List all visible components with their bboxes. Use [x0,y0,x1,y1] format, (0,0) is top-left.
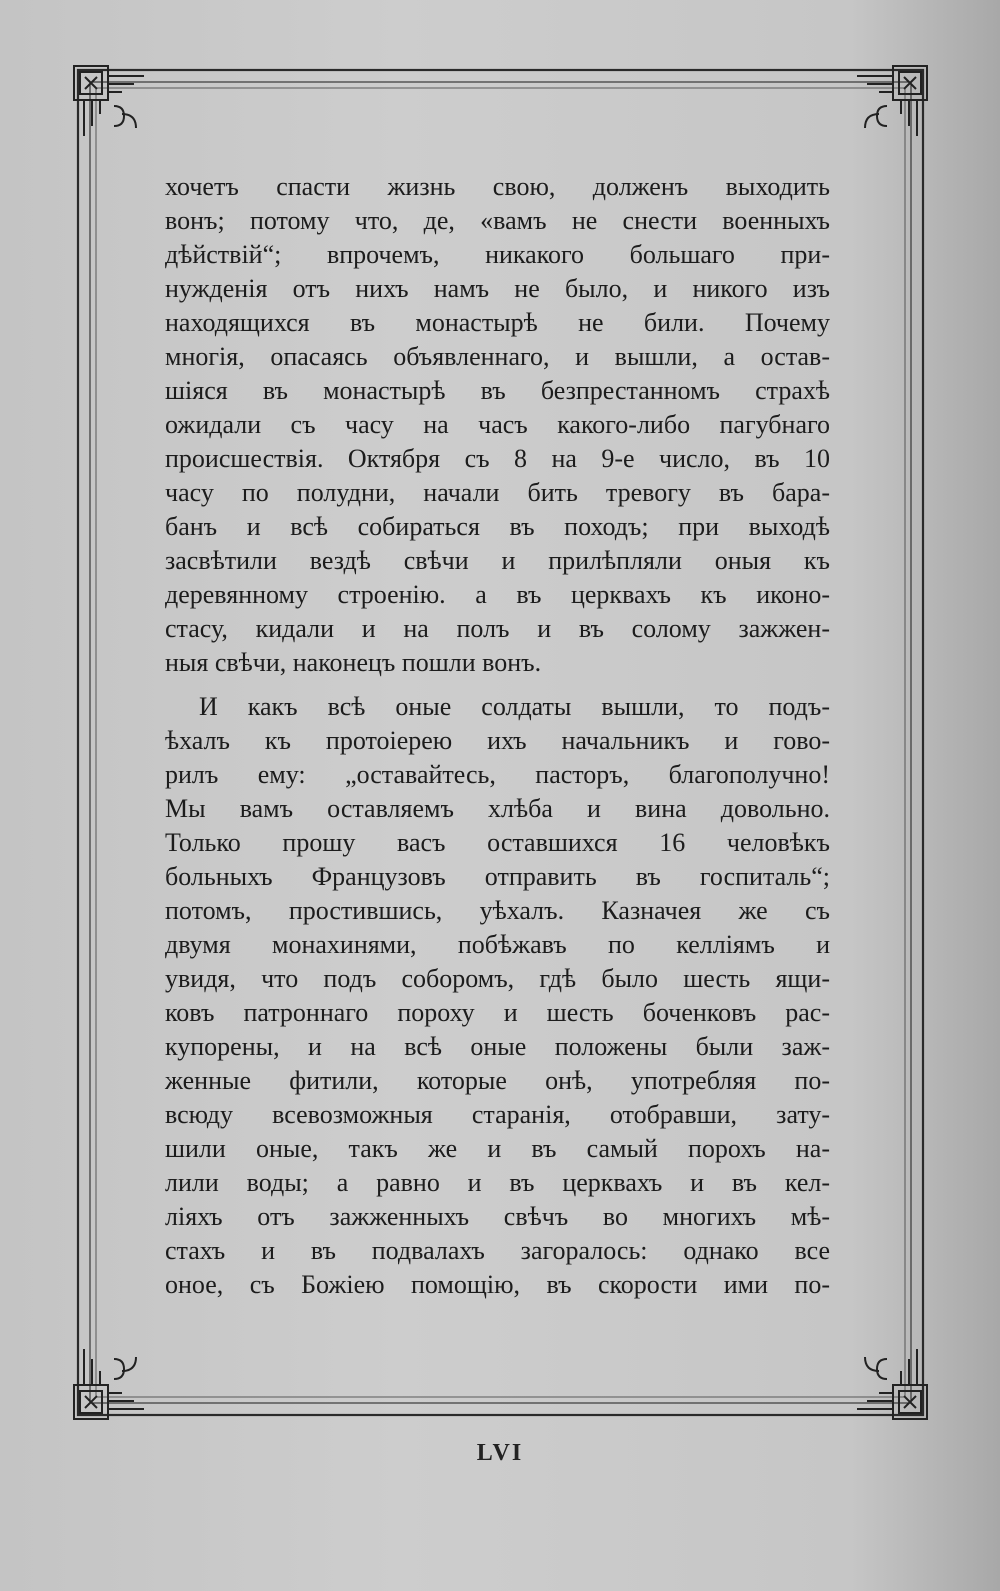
body-text [165,170,830,1302]
text-line: лили воды; а равно и въ церквахъ и въ кел- [165,1168,830,1197]
text-line: шили оные, такъ же и въ самый порохъ на- [165,1134,830,1163]
text-line: купорены, и на всѣ оные положены были заж- [165,1032,830,1061]
text-line: увидя, что подъ соборомъ, гдѣ было шесть ящи- [165,964,830,993]
text-line: ныя свѣчи, наконецъ пошли вонъ. [165,648,542,677]
text-line: больныхъ Французовъ отправить въ госпиталь“; [165,862,830,891]
text-line: нужденія отъ нихъ намъ не было, и никого изъ [165,274,830,303]
text-line: ожидали съ часу на часъ какого-либо пагубнаго [165,410,830,439]
text-line: многія, опасаясь объявленнаго, и вышли, а остав- [165,342,830,371]
text-line: деревянному строенію. а въ церквахъ къ иконо- [165,580,830,609]
text-line: банъ и всѣ собираться въ походъ; при выходѣ [165,512,830,541]
corner-ornament-bottom-right [857,1349,927,1419]
text-line: вонъ; потому что, де, «вамъ не снести военныхъ [165,206,830,235]
text-line: происшествія. Октября съ 8 на 9-е число, въ 10 [165,444,830,473]
text-line: И какъ всѣ оные солдаты вышли, то подъ- [199,692,830,721]
corner-ornament-top-left [74,66,144,136]
text-line: двумя монахинями, побѣжавъ по келліямъ и [165,930,830,959]
text-line: дѣйствій“; впрочемъ, никакого большаго при- [165,240,830,269]
text-line: засвѣтили вездѣ свѣчи и прилѣпляли оныя къ [165,546,830,575]
text-line: находящихся въ монастырѣ не били. Почему [165,308,830,337]
text-line: ліяхъ отъ зажженныхъ свѣчъ во многихъ мѣ- [165,1202,830,1231]
text-line: рилъ ему: „оставайтесь, пасторъ, благополучно! [165,760,830,789]
text-line: стасу, кидали и на полъ и въ солому зажжен- [165,614,830,643]
text-line: часу по полудни, начали бить тревогу въ бара- [165,478,830,507]
text-line: оное, съ Божіею помощію, въ скорости ими по- [165,1270,830,1299]
text-line: ѣхалъ къ протоіерею ихъ начальникъ и гово- [165,726,830,755]
text-line: Мы вамъ оставляемъ хлѣба и вина довольно. [165,794,830,823]
paragraph-gap [165,680,830,690]
text-line: хочетъ спасти жизнь свою, долженъ выходить [165,172,830,201]
text-line: ковъ патроннаго пороху и шесть боченковъ рас- [165,998,830,1027]
text-line: женные фитили, которые онѣ, употребляя по- [165,1066,830,1095]
text-line: стахъ и въ подвалахъ загоралось: однако все [165,1236,830,1265]
text-line: потомъ, простившись, уѣхалъ. Казначея же съ [165,896,830,925]
text-line: шіяся въ монастырѣ въ безпрестанномъ страхѣ [165,376,830,405]
text-line: Только прошу васъ оставшихся 16 человѣкъ [165,828,830,857]
text-line: всюду всевозможныя старанія, отобравши, зату- [165,1100,830,1129]
corner-ornament-bottom-left [74,1349,144,1419]
corner-ornament-top-right [857,66,927,136]
page-number: LVI [476,1440,524,1466]
